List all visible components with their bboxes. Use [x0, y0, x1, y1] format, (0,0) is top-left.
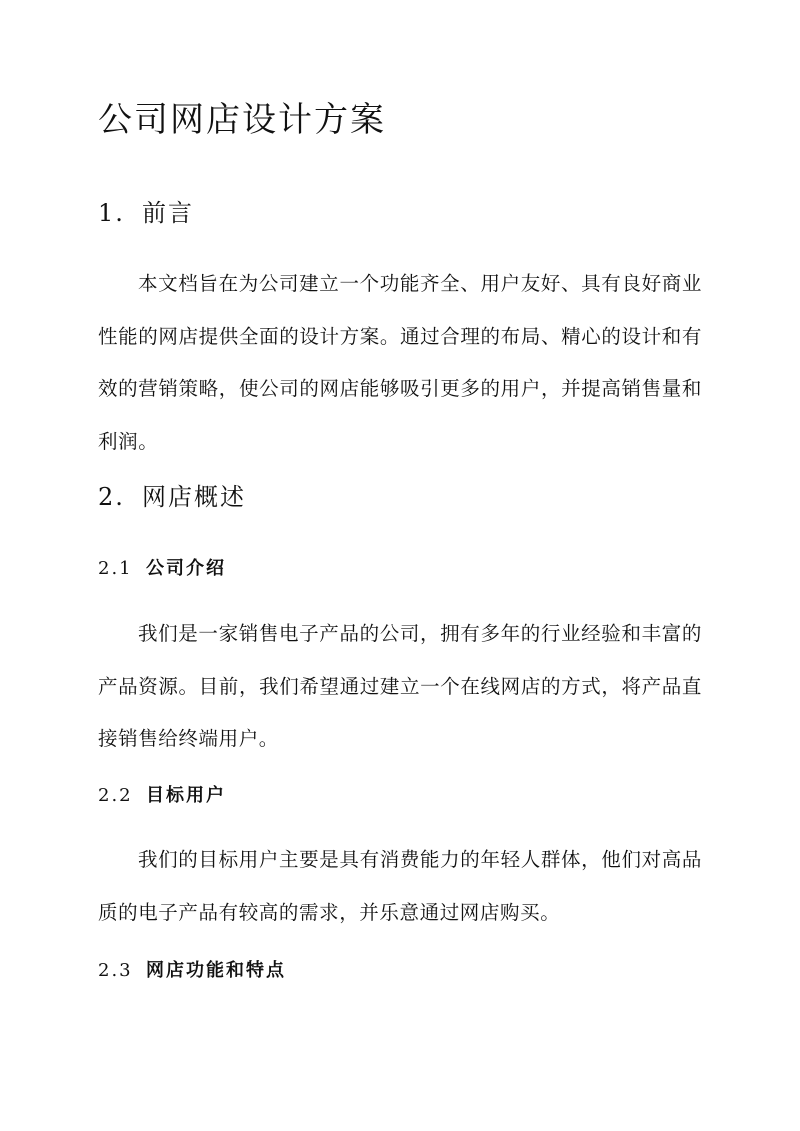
- section-title: 网店概述: [142, 483, 246, 511]
- subsection-number: 2.2: [98, 785, 133, 806]
- subsection-number: 2.3: [98, 960, 133, 981]
- subsection-title: 网店功能和特点: [146, 960, 286, 981]
- subsection-heading-features: [98, 957, 286, 985]
- section-heading-overview: [98, 480, 246, 514]
- company-intro-paragraph: 我们是一家销售电子产品的公司，拥有多年的行业经验和丰富的产品资源。目前，我们希望通过建立一个在线网店的方式，将产品直接销售给终端用户。: [98, 622, 702, 750]
- document-title: 公司网店设计方案: [98, 100, 386, 140]
- section-title: 前言: [142, 199, 194, 227]
- target-users-paragraph: 我们的目标用户主要是具有消费能力的年轻人群体，他们对高品质的电子产品有较高的需求，并乐意通过网店购买。: [98, 848, 702, 924]
- subsection-number: 2.1: [98, 558, 133, 579]
- section-number: 2.: [98, 483, 125, 511]
- preface-paragraph: 本文档旨在为公司建立一个功能齐全、用户友好、具有良好商业性能的网店提供全面的设计方案。通过合理的布局、精心的设计和有效的营销策略，使公司的网店能够吸引更多的用户，并提高销售量和利润。: [98, 272, 702, 453]
- subsection-heading-target-users: [98, 782, 226, 810]
- subsection-title: 目标用户: [146, 785, 226, 806]
- section-number: 1.: [98, 199, 125, 227]
- section-heading-preface: [98, 196, 194, 230]
- subsection-heading-company-intro: [98, 555, 226, 583]
- subsection-title: 公司介绍: [146, 558, 226, 579]
